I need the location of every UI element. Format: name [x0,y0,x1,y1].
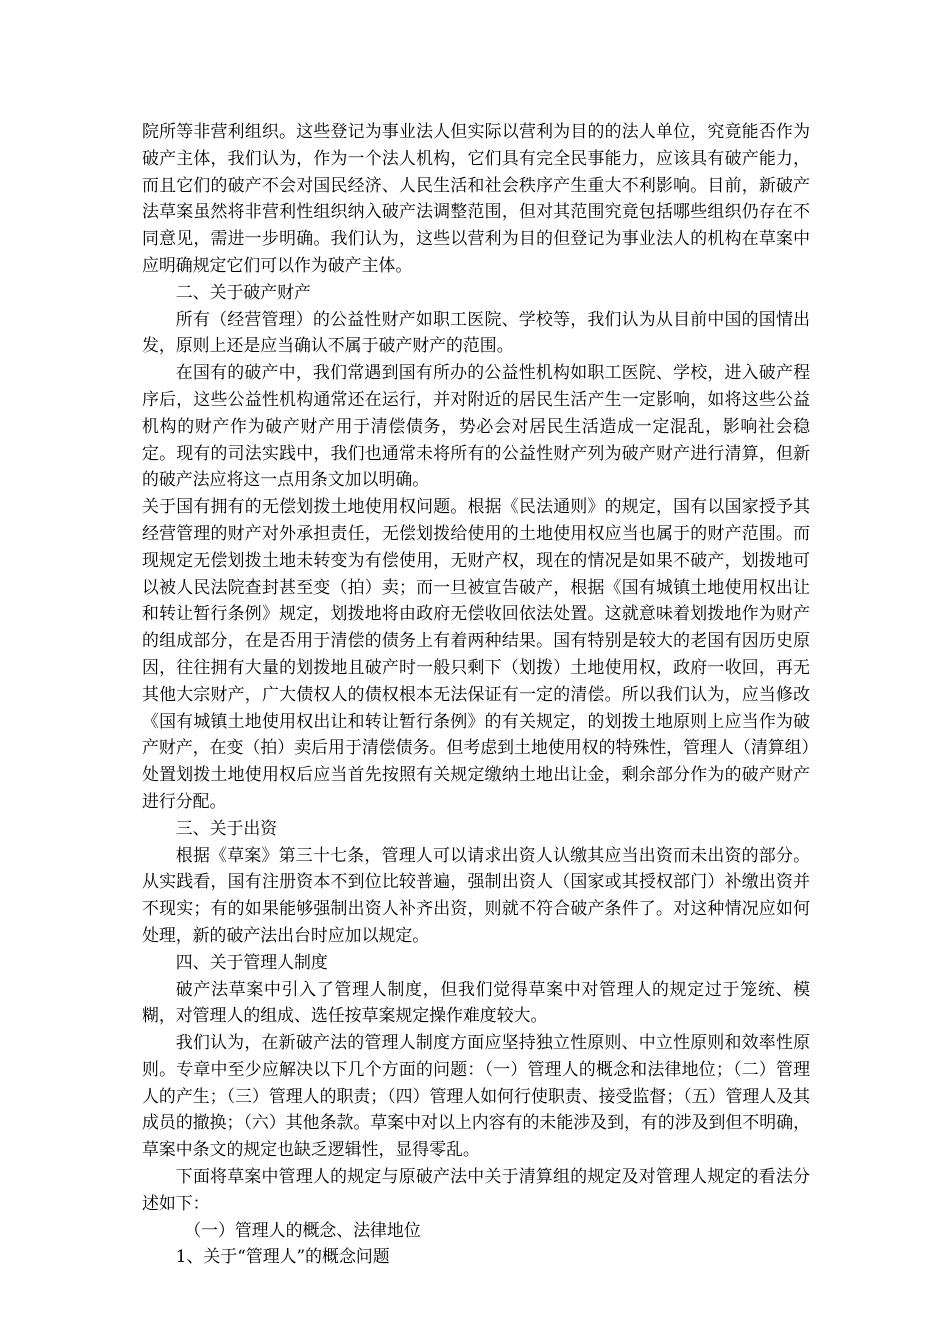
subsection-heading: 1、关于“管理人”的概念问题 [175,1246,390,1267]
subsection-heading: （一）管理人的概念、法律地位 [184,1219,421,1240]
paragraph-body: 在国有的破产中，我们常遇到国有所办的公益性机构如职工医院、学校，进入破产程序后，这些公益性机构通常还在运行，并对附近的居民生活产生一定影响，如将这些公益机构的财产作为破产财产用于清偿债务，势必会对居民生活造成一定混乱，影响社会稳定。现有的司法实践中，我们也通常未将所有的公益性财产列为破产财产进行清算，但新的破产法应将这一点用条文加以明确。 [142,362,810,490]
section-heading: 四、关于管理人制度 [175,951,328,972]
paragraph-body: 我们认为，在新破产法的管理人制度方面应坚持独立性原则、中立性原则和效率性原则。专章中至少应解决以下几个方面的问题：（一）管理人的概念和法律地位；（二）管理人的产生；（三）管理人的职责；（四）管理人如何行使职责、接受监督；（五）管理人及其成员的撤换；（六）其他条款。草案中对以上内容有的未能涉及到，有的涉及到但不明确，草案中条文的规定也缺乏逻辑性，显得零乱。 [142,1032,810,1160]
paragraph-body: 院所等非营利组织。这些登记为事业法人但实际以营利为目的的法人单位，究竟能否作为破产主体，我们认为，作为一个法人机构，它们具有完全民事能力，应该具有破产能力，而且它们的破产不会对国民经济、人民生活和社会秩序产生重大不利影响。目前，新破产法草案虽然将非营利性组织纳入破产法调整范围，但对其范围究竟包括哪些组织仍存在不同意见，需进一步明确。我们认为，这些以营利为目的但登记为事业法人的机构在草案中应明确规定它们可以作为破产主体。 [142,121,810,275]
paragraph-body: 下面将草案中管理人的规定与原破产法中关于清算组的规定及对管理人规定的看法分述如下： [142,1166,810,1213]
document-body [142,118,810,1270]
section-heading: 三、关于出资 [175,817,278,838]
paragraph-body: 根据《草案》第三十七条，管理人可以请求出资人认缴其应当出资而未出资的部分。从实践看，国有注册资本不到位比较普遍，强制出资人（国家或其授权部门）补缴出资并不现实；有的如果能够强制出资人补齐出资，则就不符合破产条件了。对这种情况应如何处理，新的破产法出台时应加以规定。 [142,844,810,945]
paragraph-body: 关于国有拥有的无偿划拨土地使用权问题。根据《民法通则》的规定，国有以国家授予其经营管理的财产对外承担责任，无偿划拨给使用的土地使用权应当也属于的财产范围。而现规定无偿划拨土地未转变为有偿使用，无财产权，现在的情况是如果不破产，划拨地可以被人民法院查封甚至变（拍）卖；而一旦被宣告破产，根据《国有城镇土地使用权出让和转让暂行条例》规定，划拨地将由政府无偿收回依法处置。这就意味着划拨地作为财产的组成部分，在是否用于清偿的债务上有着两种结果。国有特别是较大的老国有因历史原因，往往拥有大量的划拨地且破产时一般只剩下（划拨）土地使用权，政府一收回，再无其他大宗财产，广大债权人的债权根本无法保证有一定的清偿。所以我们认为，应当修改《国有城镇土地使用权出让和转让暂行条例》的有关规定，的划拨土地原则上应当作为破产财产，在变（拍）卖后用于清偿债务。但考虑到土地使用权的特殊性，管理人（清算组）处置划拨土地使用权后应当首先按照有关规定缴纳土地出让金，剩余部分作为的破产财产进行分配。 [142,496,810,811]
paragraph-body: 所有（经营管理）的公益性财产如职工医院、学校等，我们认为从目前中国的国情出发，原则上还是应当确认不属于破产财产的范围。 [142,308,810,356]
paragraph-body: 破产法草案中引入了管理人制度，但我们觉得草案中对管理人的规定过于笼统、模糊，对管理人的组成、选任按草案规定操作难度较大。 [142,978,810,1026]
section-heading: 二、关于破产财产 [175,281,311,302]
